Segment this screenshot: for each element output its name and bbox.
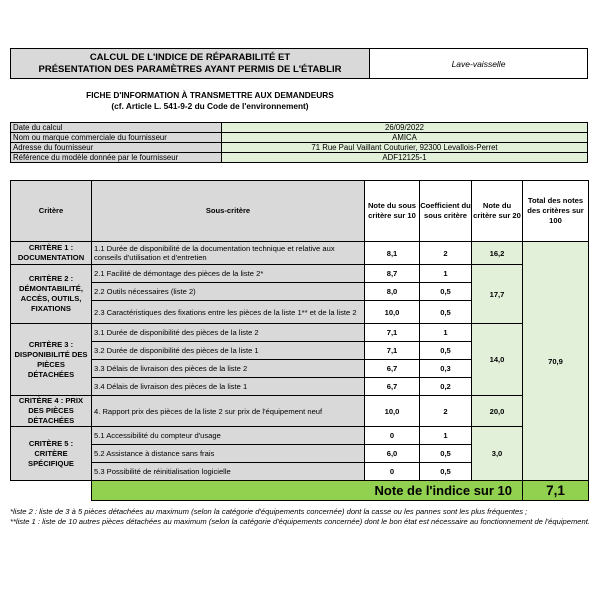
supplier-info-table [10,122,588,163]
subcriterion-note: 7,1 [365,324,420,342]
info-label: Date du calcul [11,123,222,133]
info-label: Référence du modèle donnée par le fournisseur [11,153,222,163]
subcriterion-coef: 0,5 [420,445,472,463]
info-label: Adresse du fournisseur [11,143,222,153]
document-title [10,48,370,79]
subcriterion-coef: 0,2 [420,378,472,396]
subcriterion-note: 8,7 [365,265,420,283]
subcriterion-label: 3.2 Durée de disponibilité des pièces de la liste 1 [92,342,365,360]
subcriterion-label: 5.3 Possibilité de réinitialisation logicielle [92,463,365,481]
table-row [11,427,589,445]
document-header [10,48,588,79]
subcriterion-coef: 1 [420,265,472,283]
subcriterion-coef: 0,5 [420,301,472,324]
subheader-line-1: FICHE D'INFORMATION À TRANSMETTRE AUX DEMANDEURS [86,90,334,100]
criterion-name: CRITÈRE 3 : DISPONIBILITÉ DES PIÈCES DÉTACHÉES [11,324,92,396]
subcriterion-note: 6,7 [365,378,420,396]
header-note-critere: Note du critère sur 20 [472,181,523,242]
info-row-reference [11,153,588,163]
product-category: Lave-vaisselle [370,48,588,79]
subcriterion-note: 6,7 [365,360,420,378]
subcriterion-note: 0 [365,463,420,481]
header-sous-critere: Sous-critère [92,181,365,242]
info-value: 26/09/2022 [222,123,588,133]
title-line-1: CALCUL DE L'INDICE DE RÉPARABILITÉ ET [89,51,291,63]
subcriterion-note: 8,1 [365,242,420,265]
subcriterion-coef: 2 [420,242,472,265]
subcriterion-note: 10,0 [365,396,420,427]
criterion-name: CRITÈRE 2 : DÉMONTABILITÉ, ACCÈS, OUTILS, FIXATIONS [11,265,92,324]
subcriterion-note: 10,0 [365,301,420,324]
footnote-liste-2: *liste 2 : liste de 3 à 5 pièces détachées au maximum (selon la catégorie d'équipements concernée) dont la casse ou les pannes sont les plus fréquentes ; [10,507,528,516]
header-total: Total des notes des critères sur 100 [523,181,589,242]
criterion-name: CRITÈRE 5 : CRITÈRE SPÉCIFIQUE [11,427,92,481]
info-row-address [11,143,588,153]
subcriterion-coef: 0,5 [420,342,472,360]
info-label: Nom ou marque commerciale du fournisseur [11,133,222,143]
footnote-liste-1: **liste 1 : liste de 10 autres pièces détachées au maximum (selon la catégorie d'équipements concernée) dont le bon état est nécessaire au fonctionnement de l'équipement. [10,517,590,526]
subcriterion-note: 6,0 [365,445,420,463]
subcriterion-label: 1.1 Durée de disponibilité de la documentation technique et relative aux conseils d'utilisation et d'entretien [92,242,365,265]
table-row [11,242,589,265]
subcriterion-label: 3.1 Durée de disponibilité des pièces de la liste 2 [92,324,365,342]
subcriterion-note: 8,0 [365,283,420,301]
subcriterion-coef: 0,5 [420,463,472,481]
info-value: ADF12125-1 [222,153,588,163]
info-row-date [11,123,588,133]
criterion-name: CRITÈRE 1 : DOCUMENTATION [11,242,92,265]
subcriterion-coef: 1 [420,324,472,342]
info-value: AMICA [222,133,588,143]
criterion-note: 3,0 [472,427,523,481]
subcriterion-note: 0 [365,427,420,445]
info-value: 71 Rue Paul Vaillant Couturier, 92300 Levallois-Perret [222,143,588,153]
title-line-2: PRÉSENTATION DES PARAMÈTRES AYANT PERMIS DE L'ÉTABLIR [38,63,342,75]
criterion-note: 17,7 [472,265,523,324]
criterion-note: 14,0 [472,324,523,396]
subheader [10,90,410,112]
final-score-label: Note de l'indice sur 10 [92,481,523,501]
final-score-row [11,481,589,501]
subcriterion-label: 2.1 Facilité de démontage des pièces de la liste 2* [92,265,365,283]
subcriterion-label: 3.3 Délais de livraison des pièces de la liste 2 [92,360,365,378]
criterion-note: 20,0 [472,396,523,427]
footnotes [10,507,590,527]
header-coef: Coefficient du sous critère [420,181,472,242]
criterion-note: 16,2 [472,242,523,265]
subcriterion-coef: 0,3 [420,360,472,378]
table-row [11,396,589,427]
subcriterion-label: 3.4 Délais de livraison des pièces de la liste 1 [92,378,365,396]
subcriterion-label: 2.2 Outils nécessaires (liste 2) [92,283,365,301]
info-row-brand [11,133,588,143]
header-critere: Critère [11,181,92,242]
criterion-name: CRITÈRE 4 : PRIX DES PIÈCES DÉTACHÉES [11,396,92,427]
total-score: 70,9 [523,242,589,481]
final-score-value: 7,1 [523,481,589,501]
subcriterion-coef: 2 [420,396,472,427]
subcriterion-coef: 0,5 [420,283,472,301]
subcriterion-note: 7,1 [365,342,420,360]
subheader-line-2: (cf. Article L. 541-9-2 du Code de l'environnement) [111,101,309,111]
subcriterion-label: 5.1 Accessibilité du compteur d'usage [92,427,365,445]
table-row [11,324,589,342]
subcriterion-label: 2.3 Caractéristiques des fixations entre les pièces de la liste 1** et de la liste 2 [92,301,365,324]
repairability-table [10,180,589,501]
subcriterion-label: 5.2 Assistance à distance sans frais [92,445,365,463]
table-row [11,265,589,283]
subcriterion-label: 4. Rapport prix des pièces de la liste 2 sur prix de l'équipement neuf [92,396,365,427]
header-note-sous: Note du sous critère sur 10 [365,181,420,242]
subcriterion-coef: 1 [420,427,472,445]
table-header-row [11,181,589,242]
